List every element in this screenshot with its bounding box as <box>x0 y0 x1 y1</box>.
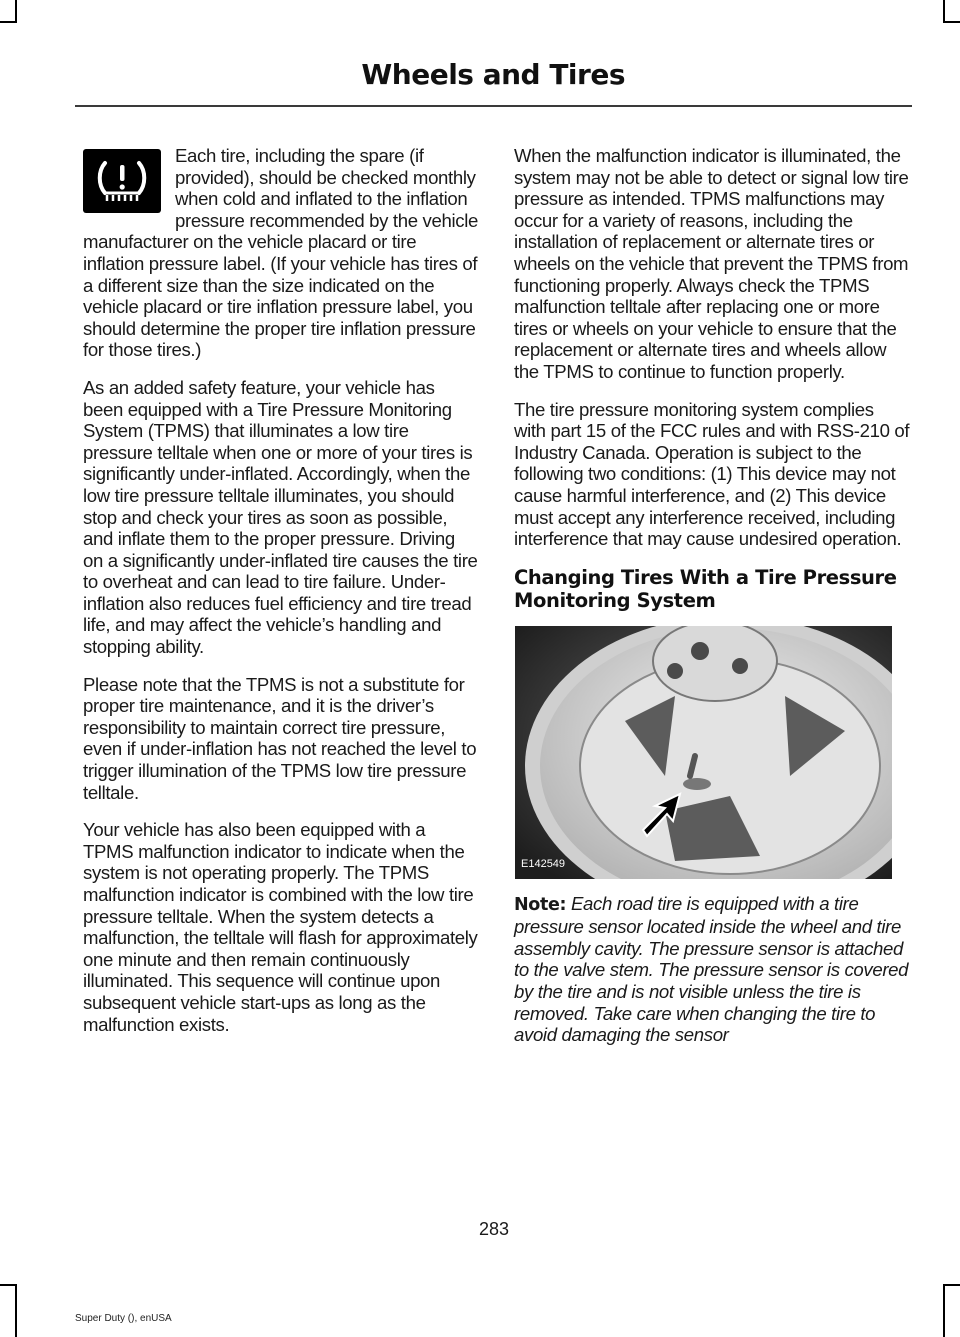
section-heading: Changing Tires With a Tire Pressure Monitoring System <box>514 565 897 612</box>
crop-mark <box>0 1284 17 1286</box>
page-title: Wheels and Tires <box>361 58 625 91</box>
header-rule <box>75 105 912 107</box>
paragraph <box>83 145 478 361</box>
crop-mark <box>15 0 17 22</box>
paragraph: The tire pressure monitoring system complies with part 15 of the FCC rules and with RSS-210 of Industry Canada. Operation is subject to the following two conditions: (1) This device may not cause harmful interference, and (2) This device must accept any interference received, including interference that may cause undesired operation. <box>514 398 910 550</box>
paragraph-text: Each tire, including the spare (if provided), should be checked monthly when cold and inflated to the inflation pressure recommended by the vehicle manufacturer on the vehicle placard or tire inflation pressure label. (If your vehicle has tires of a different size than the size indicated on the vehicle placard or tire inflation pressure label, you should determine the proper tire inflation pressure for those tires.) <box>83 145 478 361</box>
crop-mark <box>943 1284 960 1286</box>
paragraph: As an added safety feature, your vehicle has been equipped with a Tire Pressure Monitoring System (TPMS) that illuminates a low tire pressure telltale when one or more of your tires is significantly under-inflated. Accordingly, when the low tire pressure telltale illuminates, you should stop and check your tires as soon as possible, and inflate them to the proper pressure. Driving on a significantly under-inflated tire causes the tire to overheat and can lead to tire failure. Under-inflation also reduces fuel efficiency and tire tread life, and may affect the vehicle’s handling and stopping ability. <box>83 376 478 658</box>
left-column <box>83 145 478 1051</box>
right-column <box>514 145 910 1062</box>
wheel-illustration-svg <box>515 626 892 879</box>
crop-mark <box>943 21 960 23</box>
crop-mark <box>943 0 945 22</box>
note <box>514 893 910 1046</box>
figure-code: E142549 <box>521 858 566 871</box>
footer-model-text: Super Duty (), enUSA <box>75 1313 172 1324</box>
note-label: Note: <box>514 894 567 915</box>
note-text: Each road tire is equipped with a tire pressure sensor located inside the wheel and tire assembly cavity. The pressure sensor is attached to the valve stem. The pressure sensor is covered by the tire and is not visible unless the tire is removed. Take care when changing the tire to avoid damaging the sensor <box>514 892 909 1046</box>
page-number: 283 <box>478 1219 510 1239</box>
crop-mark <box>15 1284 17 1337</box>
wheel-valve-stem-illustration <box>515 626 892 879</box>
crop-mark <box>943 1284 945 1337</box>
paragraph: Your vehicle has also been equipped with a TPMS malfunction indicator to indicate when the system is not operating properly. The TPMS malfunction indicator is combined with the low tire pressure telltale. When the system detects a malfunction, the telltale will flash for approximately one minute and then remain continuously illuminated. This sequence will continue upon subsequent vehicle start-ups as long as the malfunction exists. <box>83 819 478 1035</box>
tire-pressure-warning-icon <box>83 149 161 213</box>
paragraph: When the malfunction indicator is illuminated, the system may not be able to detect or signal low tire pressure as intended. TPMS malfunctions may occur for a variety of reasons, including the installation of replacement or alternate tires or wheels on the vehicle that prevent the TPMS from functioning properly. Always check the TPMS malfunction telltale after replacing one or more tires or wheels on your vehicle to ensure that the replacement or alternate tires and wheels allow the TPMS to continue to function properly. <box>514 145 909 382</box>
paragraph: Please note that the TPMS is not a substitute for proper tire maintenance, and it is the driver’s responsibility to maintain correct tire pressure, even if under-inflation has not reached the level to trigger illumination of the TPMS low tire pressure telltale. <box>83 673 477 803</box>
crop-mark <box>0 21 17 23</box>
